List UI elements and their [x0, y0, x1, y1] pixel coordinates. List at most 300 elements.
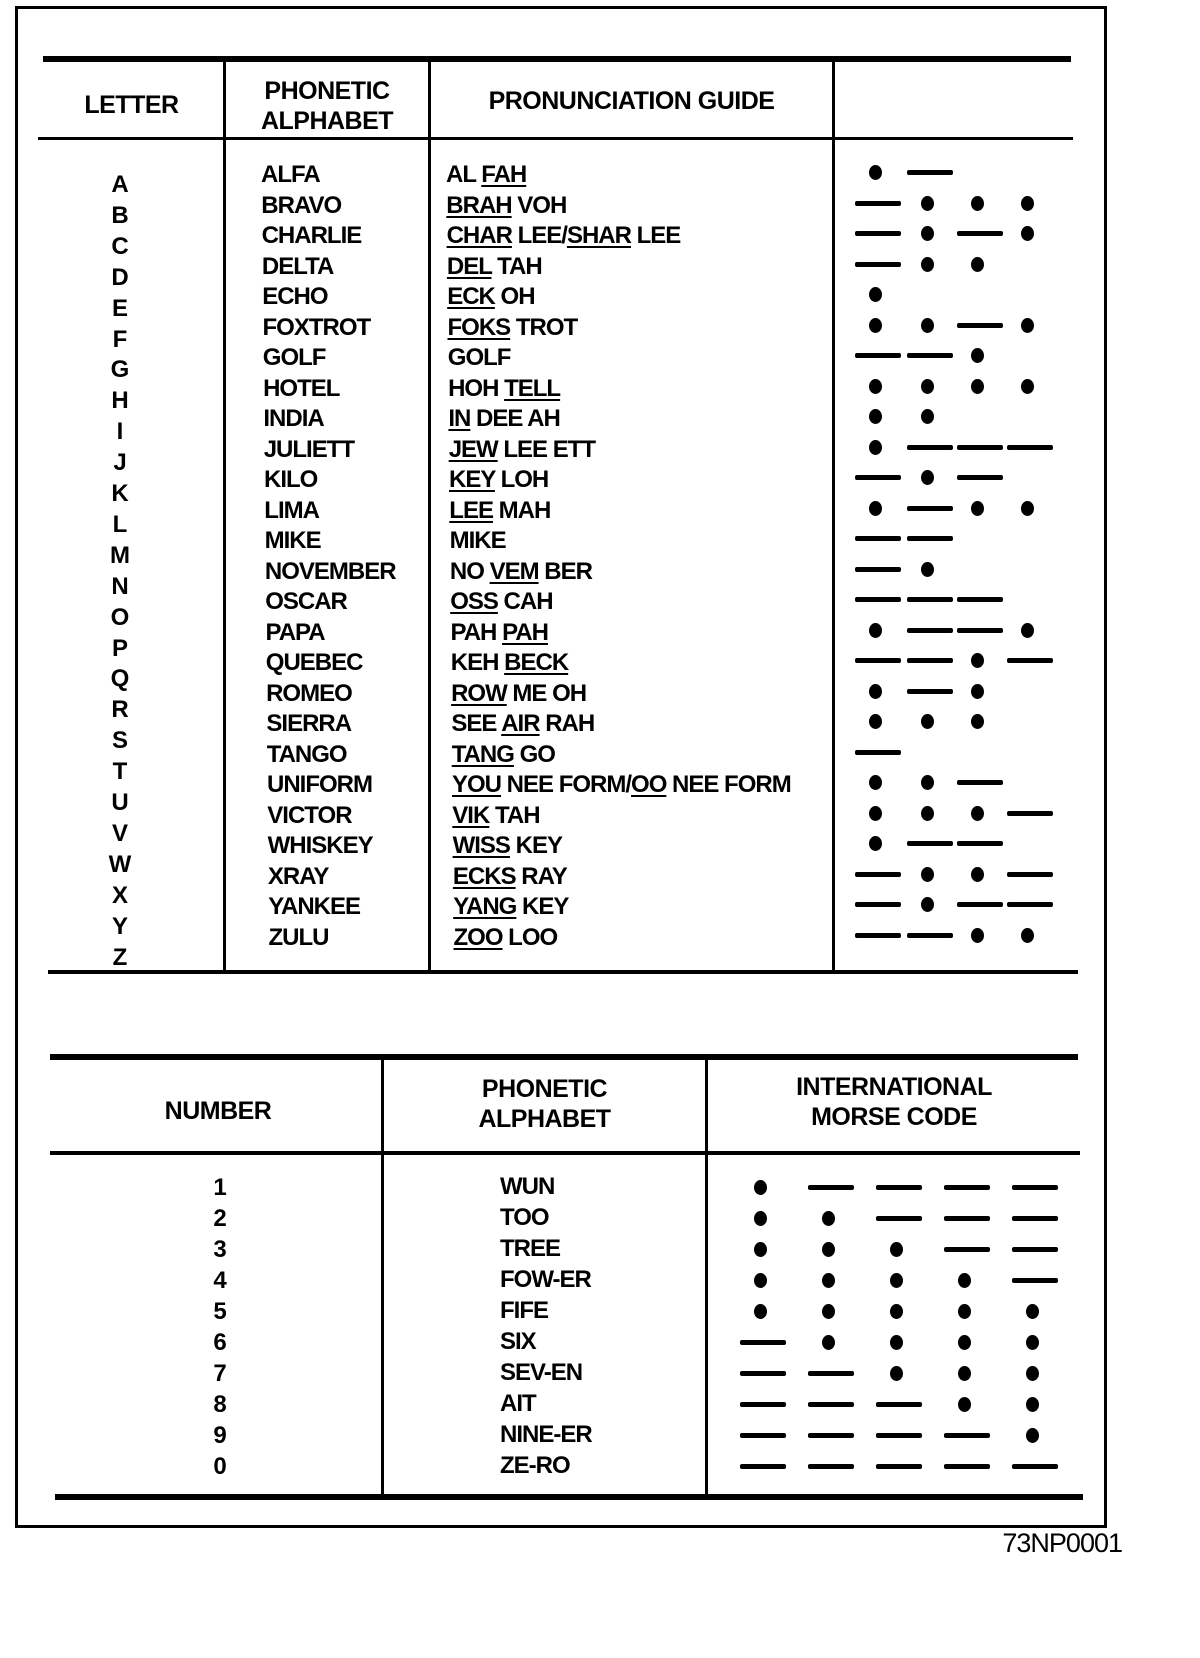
dot-icon [869, 501, 882, 516]
dash-icon [957, 445, 1003, 450]
number-cell: 1 [213, 1174, 227, 1201]
pronunciation-guide [446, 160, 526, 190]
dash-icon [808, 1185, 854, 1190]
pronunciation-guide [451, 709, 594, 739]
number-phonetic-word: SEV-EN [500, 1359, 583, 1386]
dot-icon [869, 775, 882, 790]
header-international-morse-code: INTERNATIONAL MORSE CODE [796, 1073, 992, 1131]
number-phonetic-word: FOW-ER [500, 1266, 591, 1293]
pronunciation-guide [446, 191, 566, 221]
pronunciation-guide [448, 374, 560, 404]
phonetic-word: JULIETT [263, 435, 355, 463]
dot-icon [971, 653, 984, 668]
dash-icon [957, 780, 1003, 785]
letter-cell: T [112, 758, 128, 786]
syllable: DEE AH [470, 405, 560, 432]
number-cell: 4 [213, 1267, 227, 1294]
dash-icon [1007, 902, 1053, 907]
letter-cell: L [112, 510, 128, 538]
letter-cell: R [111, 696, 129, 724]
stressed-syllable: AIR [501, 710, 540, 737]
letter-cell: V [111, 819, 128, 847]
phonetic-word: UNIFORM [267, 771, 372, 798]
letters-table-top-rule [43, 56, 1071, 62]
syllable: RAH [539, 710, 595, 737]
pronunciation-guide [450, 526, 506, 556]
dot-icon [869, 379, 882, 394]
dot-icon [1021, 501, 1034, 516]
dash-icon [1007, 872, 1053, 877]
dot-icon [958, 1366, 971, 1381]
dot-icon [822, 1242, 835, 1257]
stressed-syllable: SHAR [566, 222, 631, 249]
stressed-syllable: FAH [481, 161, 527, 188]
number-cell: 9 [213, 1422, 227, 1449]
dash-icon [907, 536, 953, 541]
phonetic-word: GOLF [262, 344, 326, 371]
dot-icon [1026, 1366, 1039, 1381]
pronunciation-guide [447, 282, 534, 312]
pronunciation-guide [453, 862, 567, 892]
letter-cell: O [110, 603, 130, 631]
stressed-syllable: TELL [504, 374, 561, 402]
phonetic-word: WHISKEY [267, 832, 373, 859]
pronunciation-guide [452, 740, 555, 770]
pronunciation-guide [450, 557, 592, 587]
dash-icon [876, 1433, 922, 1438]
stressed-syllable: CHAR [446, 222, 512, 249]
dash-icon [808, 1402, 854, 1407]
dash-icon [855, 597, 901, 602]
stressed-syllable: LEE [449, 496, 493, 524]
dash-icon [1007, 445, 1053, 450]
stressed-syllable: BRAH [446, 191, 512, 219]
dot-icon [921, 196, 934, 211]
dot-icon [971, 867, 984, 882]
dash-icon [808, 1371, 854, 1376]
dot-icon [921, 867, 934, 882]
dot-icon [890, 1366, 903, 1381]
dash-icon [876, 1402, 922, 1407]
dash-icon [876, 1216, 922, 1221]
dash-icon [1007, 811, 1053, 816]
phonetic-word: ROMEO [266, 679, 352, 707]
phonetic-word: BRAVO [261, 191, 342, 219]
syllable: LOO [502, 923, 558, 951]
syllable: RAY [515, 862, 567, 890]
dot-icon [869, 714, 882, 729]
dash-icon [907, 841, 953, 846]
dash-icon [907, 689, 953, 694]
dot-icon [921, 775, 934, 790]
dot-icon [1021, 928, 1034, 943]
stressed-syllable: KEY [449, 466, 495, 493]
stressed-syllable: VEM [489, 557, 539, 585]
syllable: VOH [511, 191, 567, 219]
dot-icon [958, 1273, 971, 1288]
syllable: KEH [450, 649, 505, 676]
stressed-syllable: PAH [502, 618, 548, 646]
dash-icon [907, 933, 953, 938]
header-number: NUMBER [164, 1097, 272, 1125]
dash-icon [740, 1371, 786, 1376]
syllable: LEE ETT [497, 435, 596, 463]
pronunciation-guide [449, 465, 548, 495]
dot-icon [921, 562, 934, 577]
dot-icon [754, 1211, 767, 1226]
dot-icon [971, 196, 984, 211]
phonetic-word: HOTEL [263, 374, 340, 402]
stressed-syllable: ECK [447, 283, 495, 310]
dot-icon [1026, 1397, 1039, 1412]
dash-icon [1012, 1185, 1058, 1190]
syllable: GO [513, 740, 555, 768]
dot-icon [971, 714, 984, 729]
dash-icon [957, 475, 1003, 480]
dash-icon [876, 1464, 922, 1469]
dot-icon [971, 928, 984, 943]
letter-cell: N [111, 572, 129, 600]
dot-icon [869, 287, 882, 302]
dot-icon [869, 318, 882, 333]
phonetic-word: PAPA [265, 618, 325, 646]
pronunciation-guide [447, 252, 542, 282]
dot-icon [869, 806, 882, 821]
stressed-syllable: OO [631, 771, 667, 798]
number-phonetic-word: ZE-RO [500, 1452, 570, 1479]
syllable: MAH [492, 496, 551, 524]
dash-icon [1012, 1278, 1058, 1283]
syllable: KEY [509, 832, 562, 859]
dot-icon [958, 1397, 971, 1412]
pronunciation-guide [453, 892, 568, 922]
syllable: PAH [450, 618, 503, 646]
syllable: NO [449, 557, 490, 585]
dot-icon [1021, 318, 1034, 333]
stressed-syllable: VIK [452, 801, 490, 829]
letters-table-header-rule [38, 137, 1073, 140]
dash-icon [957, 902, 1003, 907]
dash-icon [944, 1247, 990, 1252]
stressed-syllable: ROW [451, 679, 507, 707]
syllable: LEE [630, 222, 681, 249]
syllable: SEE [451, 710, 502, 737]
dash-icon [957, 231, 1003, 236]
phonetic-word: NOVEMBER [264, 557, 396, 585]
dash-icon [944, 1216, 990, 1221]
syllable: TROT [510, 313, 578, 341]
dot-icon [822, 1335, 835, 1350]
dash-icon [855, 872, 901, 877]
letter-cell: Y [111, 912, 128, 940]
stressed-syllable: IN [448, 405, 471, 432]
dash-icon [740, 1340, 786, 1345]
dash-icon [855, 536, 901, 541]
stressed-syllable: DEL [446, 252, 492, 280]
syllable: HOH [448, 374, 505, 402]
pronunciation-guide [454, 923, 558, 953]
letter-cell: D [111, 263, 129, 291]
dash-icon [1012, 1464, 1058, 1469]
syllable: NEE FORM/ [501, 771, 632, 798]
dot-icon [921, 318, 934, 333]
dot-icon [971, 806, 984, 821]
dot-icon [971, 348, 984, 363]
dot-icon [869, 836, 882, 851]
stressed-syllable: YANG [453, 893, 517, 920]
dot-icon [869, 409, 882, 424]
dot-icon [921, 257, 934, 272]
dot-icon [822, 1304, 835, 1319]
number-cell: 8 [213, 1391, 227, 1418]
numbers-table-header-rule [50, 1151, 1080, 1155]
phonetic-word: SIERRA [266, 710, 352, 737]
dash-icon [876, 1185, 922, 1190]
dot-icon [869, 440, 882, 455]
dash-icon [1007, 658, 1053, 663]
syllable: AL [446, 161, 482, 188]
dash-icon [740, 1433, 786, 1438]
dot-icon [958, 1304, 971, 1319]
phonetic-word: QUEBEC [265, 649, 363, 676]
dash-icon [855, 933, 901, 938]
stressed-syllable: YOU [452, 771, 502, 798]
letter-cell: S [111, 727, 128, 755]
letter-cell: P [111, 634, 128, 662]
dot-icon [921, 714, 934, 729]
phonetic-word: ZULU [268, 923, 329, 951]
phonetic-word: ALFA [261, 161, 320, 188]
syllable: GOLF [447, 344, 511, 371]
pronunciation-guide [451, 679, 586, 709]
dash-icon [944, 1433, 990, 1438]
dash-icon [907, 353, 953, 358]
dot-icon [890, 1242, 903, 1257]
dot-icon [890, 1335, 903, 1350]
syllable: ME OH [506, 679, 587, 707]
dot-icon [921, 379, 934, 394]
dot-icon [1021, 379, 1034, 394]
syllable: TAH [491, 252, 542, 280]
stressed-syllable: OSS [450, 588, 498, 615]
header-pronunciation-guide: PRONUNCIATION GUIDE [488, 87, 775, 115]
dash-icon [957, 597, 1003, 602]
dash-icon [855, 658, 901, 663]
dot-icon [869, 165, 882, 180]
dot-icon [754, 1180, 767, 1195]
phonetic-word: ECHO [262, 283, 328, 310]
number-cell: 3 [213, 1236, 227, 1263]
stressed-syllable: JEW [448, 435, 498, 463]
dot-icon [754, 1304, 767, 1319]
dot-icon [890, 1273, 903, 1288]
dash-icon [808, 1433, 854, 1438]
dash-icon [855, 902, 901, 907]
number-phonetic-word: FIFE [500, 1297, 548, 1324]
syllable: TAH [489, 801, 540, 829]
dash-icon [957, 323, 1003, 328]
dash-icon [855, 475, 901, 480]
number-cell: 2 [213, 1205, 227, 1232]
syllable: LEE/ [511, 222, 567, 249]
pronunciation-guide [452, 801, 539, 831]
pronunciation-guide [448, 313, 578, 343]
letter-cell: C [111, 232, 129, 260]
letters-table-bottom-rule [48, 970, 1078, 974]
dash-icon [855, 262, 901, 267]
letter-cell: F [112, 325, 128, 353]
pronunciation-guide [447, 221, 681, 251]
dash-icon [1012, 1216, 1058, 1221]
dash-icon [907, 506, 953, 511]
stressed-syllable: ECKS [452, 862, 516, 890]
dot-icon [971, 501, 984, 516]
pronunciation-guide [450, 587, 552, 617]
figure-id: 73NP0001 [1002, 1528, 1122, 1558]
dot-icon [1021, 196, 1034, 211]
dot-icon [958, 1335, 971, 1350]
letters-col-divider-1 [223, 62, 226, 974]
number-phonetic-word: TREE [500, 1235, 561, 1262]
header-letter: LETTER [84, 91, 179, 119]
letter-cell: Q [110, 665, 130, 693]
phonetic-word: KILO [264, 466, 318, 493]
phonetic-word: OSCAR [265, 588, 347, 615]
phonetic-word: INDIA [263, 405, 324, 432]
dash-icon [740, 1402, 786, 1407]
dot-icon [869, 623, 882, 638]
pronunciation-guide [448, 343, 511, 373]
dash-icon [907, 170, 953, 175]
dot-icon [921, 226, 934, 241]
dash-icon [907, 658, 953, 663]
numbers-table-top-rule [50, 1054, 1078, 1060]
phonetic-word: LIMA [264, 496, 319, 524]
dash-icon [855, 231, 901, 236]
dot-icon [822, 1273, 835, 1288]
phonetic-word: DELTA [261, 252, 334, 280]
dot-icon [971, 684, 984, 699]
dot-icon [754, 1242, 767, 1257]
number-phonetic-word: NINE-ER [500, 1421, 592, 1448]
phonetic-word: CHARLIE [261, 222, 362, 249]
phonetic-word: XRAY [267, 862, 329, 890]
stressed-syllable: ZOO [453, 923, 503, 951]
syllable: CAH [497, 588, 553, 615]
dash-icon [907, 597, 953, 602]
dot-icon [971, 257, 984, 272]
number-cell: 7 [213, 1360, 227, 1387]
dot-icon [1021, 623, 1034, 638]
syllable: NEE FORM [666, 771, 791, 798]
letter-cell: M [110, 541, 130, 569]
dash-icon [855, 567, 901, 572]
dot-icon [1026, 1428, 1039, 1443]
dot-icon [869, 684, 882, 699]
stressed-syllable: WISS [452, 832, 510, 859]
letters-col-divider-2 [428, 62, 431, 974]
dash-icon [907, 628, 953, 633]
pronunciation-guide [451, 618, 548, 648]
number-cell: 0 [213, 1453, 227, 1480]
pronunciation-guide [452, 770, 791, 800]
letter-cell: K [111, 480, 129, 507]
number-phonetic-word: TOO [500, 1204, 549, 1231]
dash-icon [855, 353, 901, 358]
dot-icon [890, 1304, 903, 1319]
letter-cell: G [110, 356, 130, 384]
dash-icon [740, 1464, 786, 1469]
dash-icon [944, 1464, 990, 1469]
dash-icon [808, 1464, 854, 1469]
header-number-phonetic-alphabet: PHONETIC ALPHABET [478, 1075, 611, 1133]
header-phonetic-alphabet: PHONETIC ALPHABET [260, 77, 394, 135]
letter-cell: Z [112, 943, 128, 971]
syllable: BER [538, 557, 592, 585]
letter-cell: X [111, 881, 128, 909]
phonetic-word: MIKE [264, 527, 321, 554]
syllable: OH [494, 283, 535, 310]
dot-icon [822, 1211, 835, 1226]
letter-cell: B [111, 201, 129, 229]
number-phonetic-word: SIX [500, 1328, 536, 1355]
stressed-syllable: TANG [451, 740, 514, 768]
letter-cell: A [111, 171, 129, 198]
dot-icon [754, 1273, 767, 1288]
syllable: LOH [494, 466, 549, 493]
pronunciation-guide [449, 435, 595, 465]
letter-cell: H [111, 387, 129, 415]
letter-cell: I [116, 418, 124, 446]
phonetic-word: TANGO [266, 740, 347, 768]
dot-icon [1026, 1335, 1039, 1350]
syllable: KEY [516, 893, 569, 920]
number-phonetic-word: AIT [500, 1390, 536, 1417]
letter-cell: U [111, 789, 129, 816]
phonetic-word: FOXTROT [262, 313, 371, 341]
dot-icon [1021, 226, 1034, 241]
dot-icon [921, 806, 934, 821]
dash-icon [855, 750, 901, 755]
letter-cell: E [111, 294, 128, 322]
syllable: MIKE [449, 527, 506, 554]
pronunciation-guide [451, 648, 568, 678]
number-phonetic-word: WUN [500, 1173, 555, 1200]
phonetic-word: VICTOR [267, 801, 352, 829]
dash-icon [957, 628, 1003, 633]
dash-icon [944, 1185, 990, 1190]
pronunciation-guide [453, 831, 562, 861]
dash-icon [855, 201, 901, 206]
letters-col-divider-3 [832, 62, 835, 974]
pronunciation-guide [448, 404, 559, 434]
dot-icon [971, 379, 984, 394]
stressed-syllable: FOKS [447, 313, 511, 341]
letter-cell: J [113, 449, 127, 477]
phonetic-word: YANKEE [268, 893, 361, 920]
numbers-table-bottom-rule [55, 1494, 1083, 1500]
number-cell: 5 [213, 1298, 227, 1325]
stressed-syllable: BECK [504, 649, 569, 676]
pronunciation-guide [449, 496, 550, 526]
letter-cell: W [108, 850, 132, 878]
number-cell: 6 [213, 1329, 227, 1356]
dash-icon [907, 445, 953, 450]
dash-icon [1012, 1247, 1058, 1252]
dash-icon [957, 841, 1003, 846]
dot-icon [921, 897, 934, 912]
dot-icon [921, 470, 934, 485]
